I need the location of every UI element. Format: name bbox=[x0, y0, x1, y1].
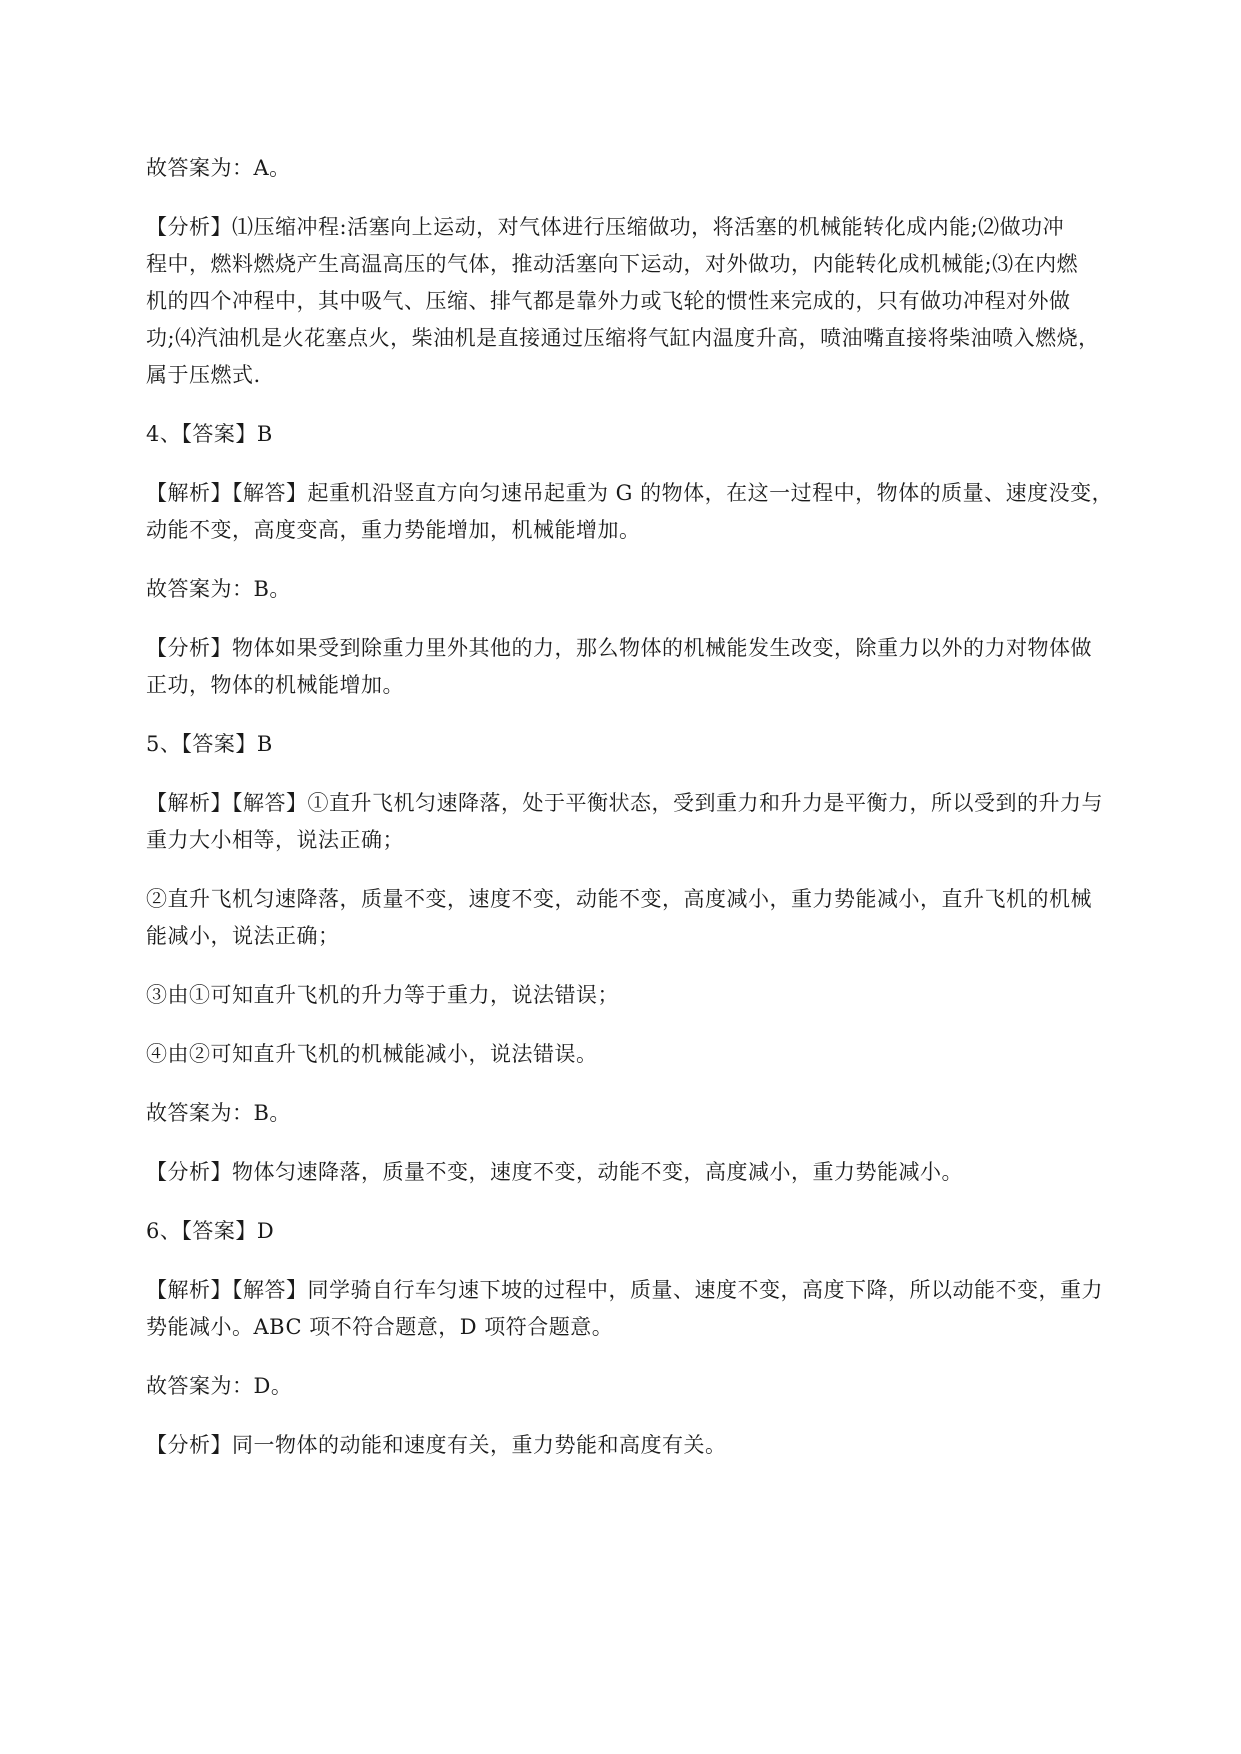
document-page bbox=[146, 150, 1146, 1486]
answer-line: 故答案为：D。 bbox=[146, 1374, 293, 1398]
solution-paragraph: 【解析】【解答】同学骑自行车匀速下坡的过程中，质量、速度不变，高度下降，所以动能不变，重力 势能减小。ABC 项不符合题意，D 项符合题意。 bbox=[146, 1278, 1103, 1339]
solution-paragraph: ②直升飞机匀速降落，质量不变，速度不变，动能不变，高度减小，重力势能减小，直升飞机的机械 能减小，说法正确； bbox=[146, 887, 1092, 948]
answer-line: 故答案为：B。 bbox=[146, 1101, 291, 1125]
question-answer-heading: 5、【答案】B bbox=[146, 732, 273, 756]
question-answer-heading: 4、【答案】B bbox=[146, 422, 273, 446]
analysis-paragraph: 【分析】同一物体的动能和速度有关，重力势能和高度有关。 bbox=[146, 1433, 727, 1457]
solution-paragraph: 【解析】【解答】①直升飞机匀速降落，处于平衡状态，受到重力和升力是平衡力，所以受到的升力与 重力大小相等，说法正确； bbox=[146, 791, 1103, 852]
analysis-paragraph: 【分析】物体匀速降落，质量不变，速度不变，动能不变，高度减小，重力势能减小。 bbox=[146, 1160, 963, 1184]
solution-paragraph: 【解析】【解答】起重机沿竖直方向匀速吊起重为 G 的物体，在这一过程中，物体的质量、速度没变， 动能不变，高度变高，重力势能增加，机械能增加。 bbox=[146, 481, 1114, 542]
solution-paragraph: ④由②可知直升飞机的机械能减小，说法错误。 bbox=[146, 1042, 598, 1066]
answer-line: 故答案为：B。 bbox=[146, 577, 291, 601]
analysis-paragraph: 【分析】⑴压缩冲程:活塞向上运动，对气体进行压缩做功，将活塞的机械能转化成内能;⑵做功冲 程中，燃料燃烧产生高温高压的气体，推动活塞向下运动，对外做功，内能转化成机械能;⑶在内燃 机的四个冲程中，其中吸气、压缩、排气都是靠外力或飞轮的惯性来完成的，只有做功冲程对外做 功;⑷汽油机是火花塞点火，柴油机是直接通过压缩将气缸内温度升高，喷油嘴直接将柴油喷入燃烧， 属于压燃式. bbox=[146, 215, 1100, 387]
answer-line: 故答案为：A。 bbox=[146, 156, 291, 180]
solution-paragraph: ③由①可知直升飞机的升力等于重力，说法错误； bbox=[146, 983, 619, 1007]
analysis-paragraph: 【分析】物体如果受到除重力里外其他的力，那么物体的机械能发生改变，除重力以外的力对物体做 正功，物体的机械能增加。 bbox=[146, 636, 1092, 697]
question-answer-heading: 6、【答案】D bbox=[146, 1219, 275, 1243]
